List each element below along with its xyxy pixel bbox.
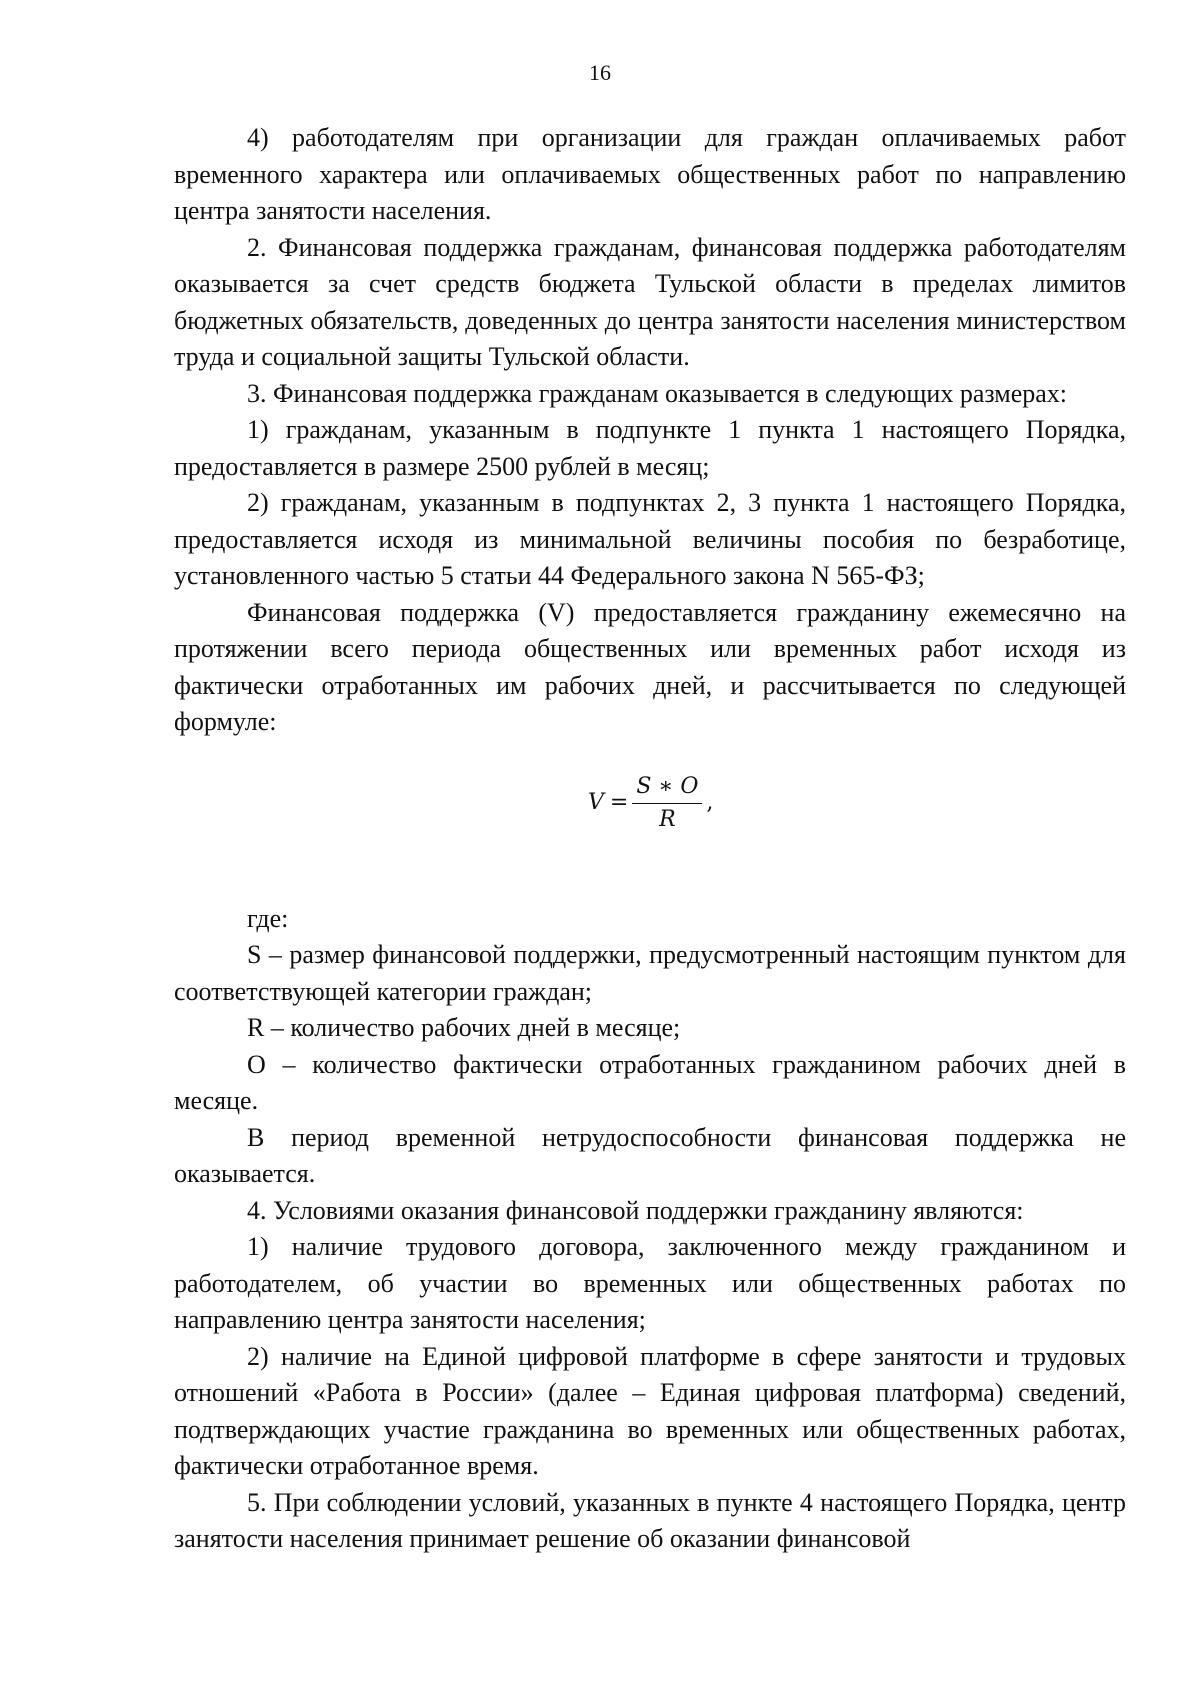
formula-fraction <box>632 773 702 834</box>
formula-lhs: V <box>588 789 604 815</box>
document-body <box>174 120 1126 1558</box>
paragraph-formula-intro: Финансовая поддержка (V) предоставляется гражданину ежемесячно на протяжении всего периода общественных или временных работ исходя из фактически отработанных им рабочих дней, и рассчитывается по следующей формуле: <box>174 597 1126 736</box>
formula-trailing-comma: , <box>706 789 714 815</box>
formula-equals: = <box>609 789 629 815</box>
paragraph-clause-4: 4. Условиями оказания финансовой поддержки гражданину являются: <box>247 1195 1024 1225</box>
paragraph-definition-s: S – размер финансовой поддержки, предусмотренный настоящим пунктом для соответствующей категории граждан; <box>174 940 1126 1006</box>
formula-denominator: R <box>659 806 676 832</box>
paragraph-clause-3: 3. Финансовая поддержка гражданам оказывается в следующих размерах: <box>247 378 1068 408</box>
page-number: 16 <box>589 60 611 85</box>
formula <box>588 773 713 834</box>
formula-block <box>174 741 1126 901</box>
paragraph-employers-item-4: 4) работодателям при организации для граждан оплачиваемых работ временного характера или оплачиваемых общественных работ по направлению центра занятости населения. <box>174 123 1126 225</box>
paragraph-incapacity: В период временной нетрудоспособности финансовая поддержка не оказывается. <box>174 1122 1126 1188</box>
formula-numerator: S ∗ O <box>632 773 702 804</box>
paragraph-clause-3-item-1: 1) гражданам, указанным в подпункте 1 пункта 1 настоящего Порядка, предоставляется в размере 2500 рублей в месяц; <box>174 415 1126 481</box>
paragraph-clause-3-item-2: 2) гражданам, указанным в подпунктах 2, 3 пункта 1 настоящего Порядка, предоставляется исходя из минимальной величины пособия по безработице, установленного частью 5 статьи 44 Федерального закона N 565-ФЗ; <box>174 488 1126 590</box>
paragraph-definition-r: R – количество рабочих дней в месяце; <box>247 1013 681 1042</box>
paragraph-where: где: <box>247 903 289 933</box>
paragraph-clause-4-item-2: 2) наличие на Единой цифровой платформе в сфере занятости и трудовых отношений «Работа в России» (далее – Единая цифровая платформа) сведений, подтверждающих участие гражданина во временных или общественных работах, фактически отработанное время. <box>174 1341 1126 1480</box>
paragraph-clause-2: 2. Финансовая поддержка гражданам, финансовая поддержка работодателям оказывается за счет средств бюджета Тульской области в пределах лимитов бюджетных обязательств, доведенных до центра занятости населения министерством труда и социальной защиты Тульской области. <box>174 232 1126 371</box>
paragraph-definition-o: O – количество фактически отработанных гражданином рабочих дней в месяце. <box>174 1049 1126 1115</box>
paragraph-clause-5: 5. При соблюдении условий, указанных в пункте 4 настоящего Порядка, центр занятости населения принимает решение об оказании финансовой <box>174 1487 1126 1553</box>
paragraph-clause-4-item-1: 1) наличие трудового договора, заключенного между гражданином и работодателем, об участии во временных или общественных работах по направлению центра занятости населения; <box>174 1232 1126 1334</box>
